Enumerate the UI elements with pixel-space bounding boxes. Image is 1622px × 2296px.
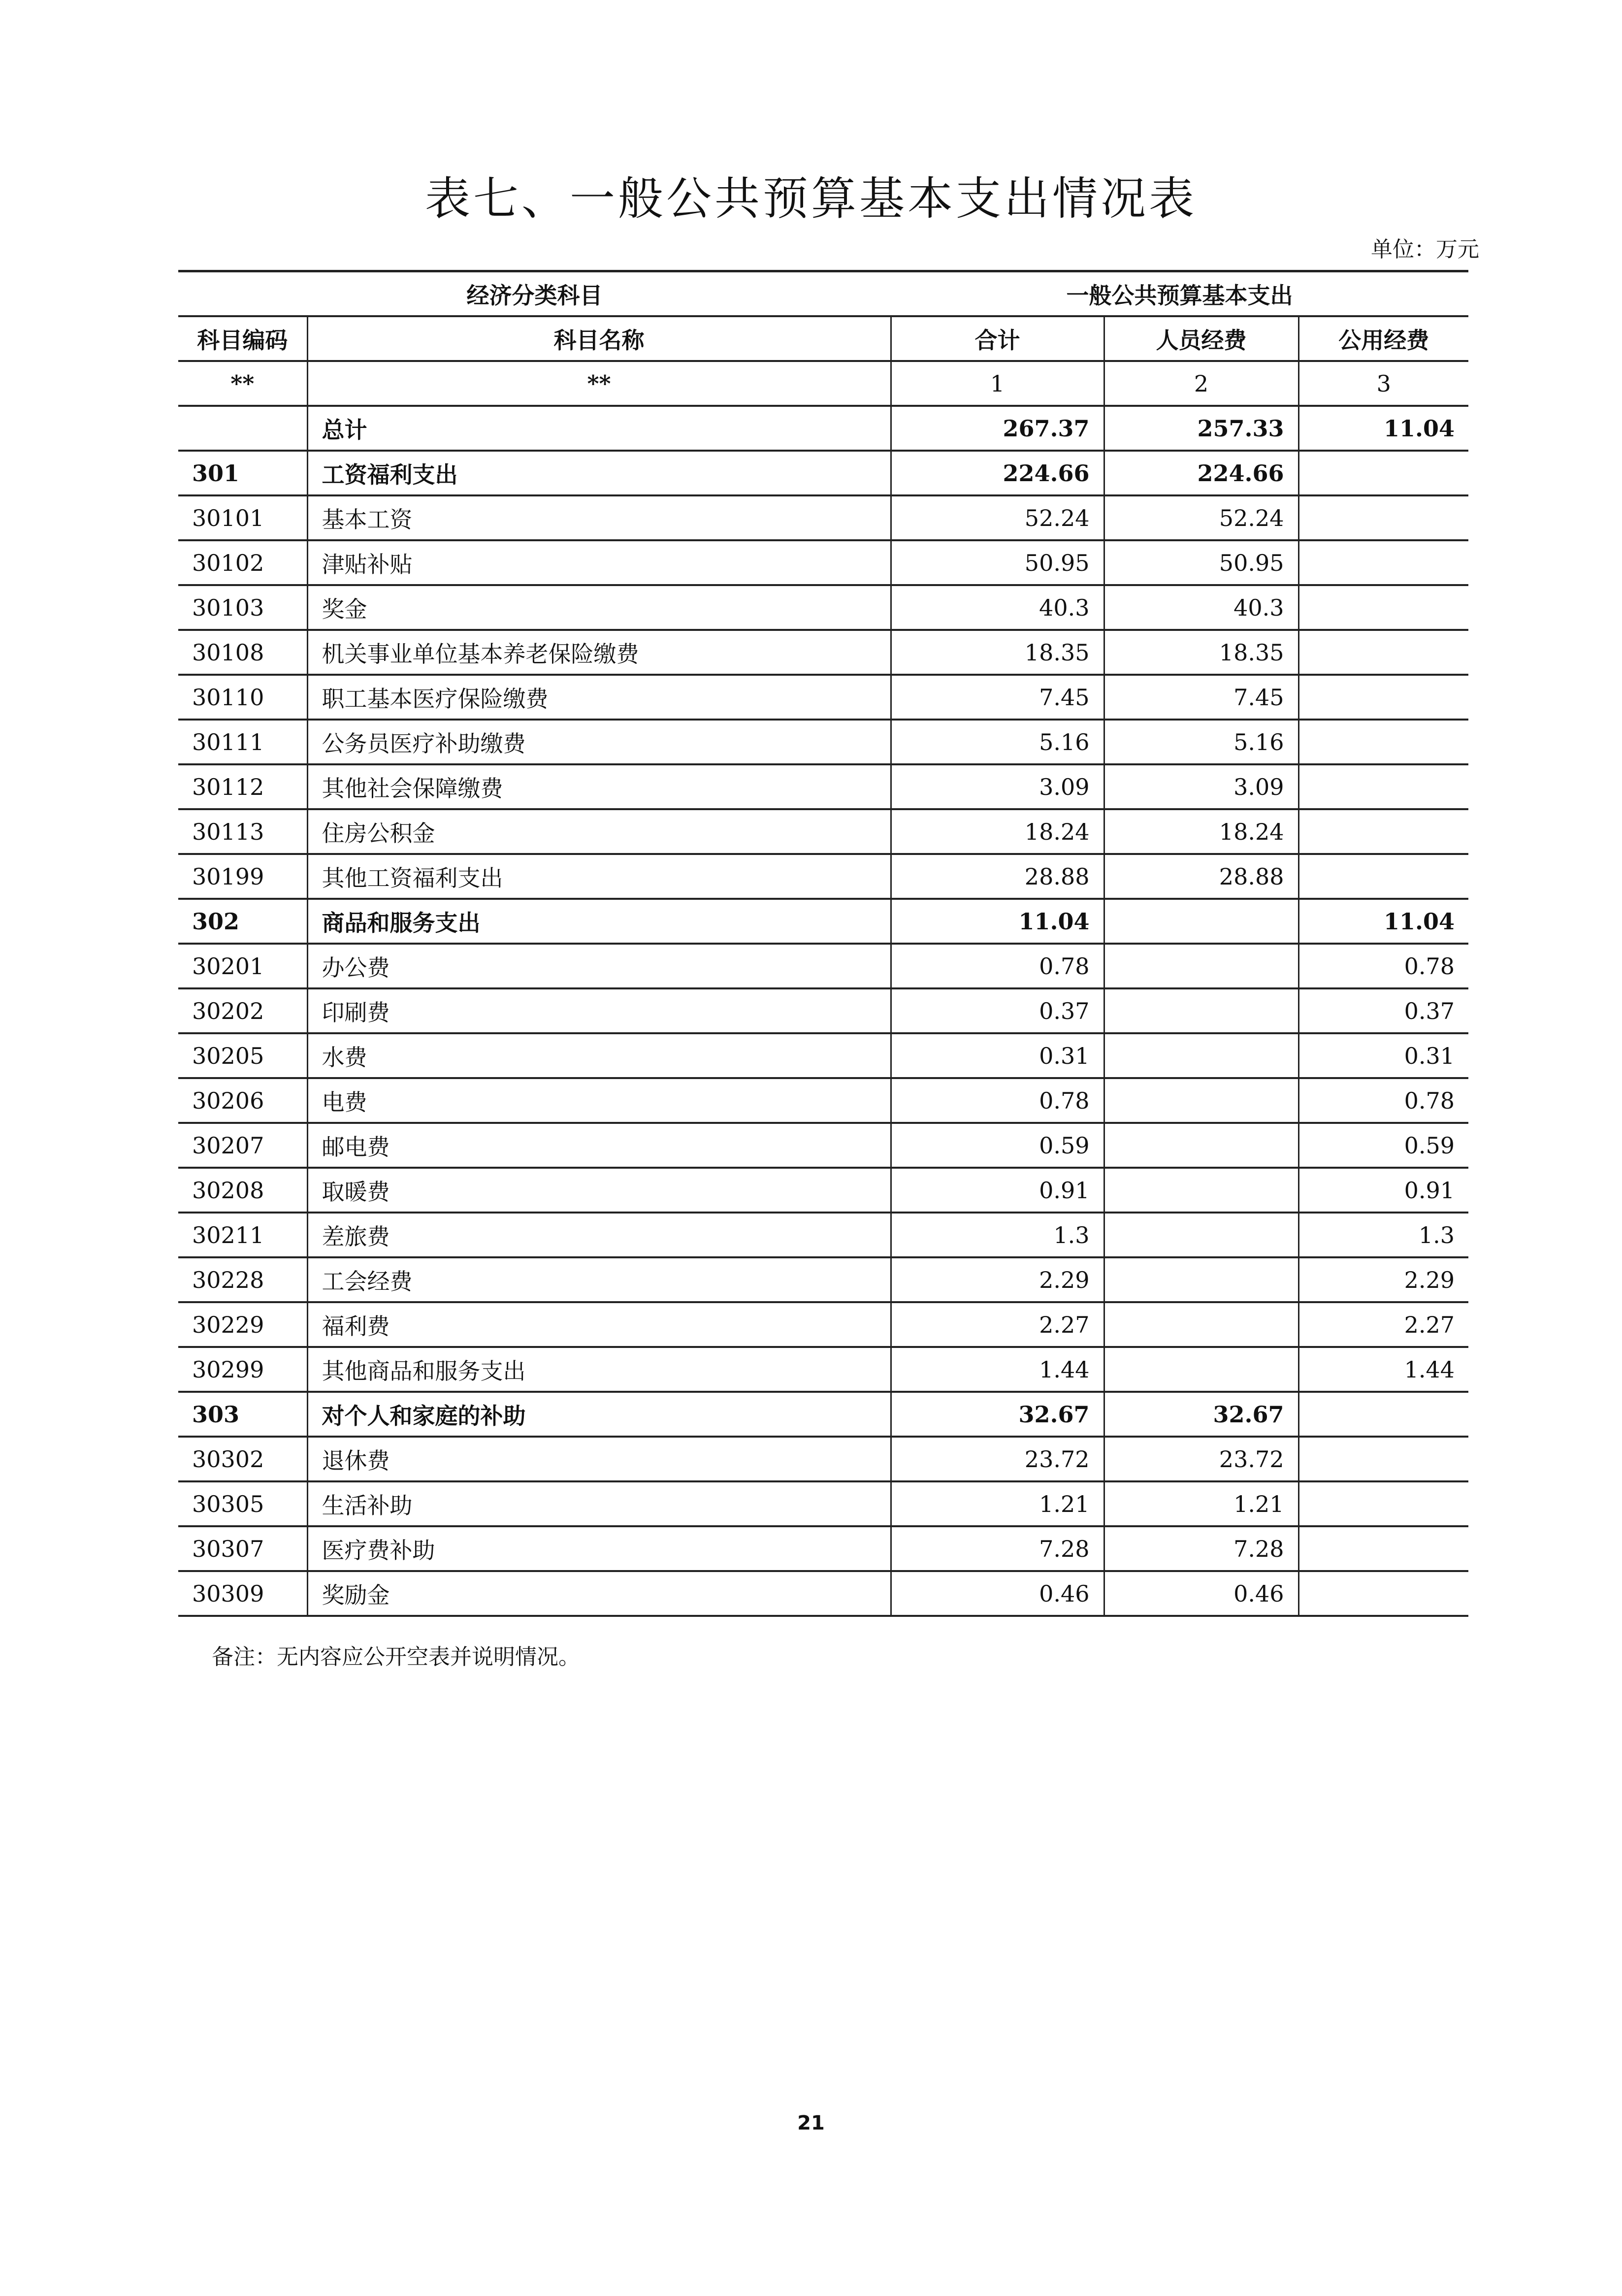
cell-public bbox=[1298, 675, 1468, 720]
cell-public bbox=[1298, 764, 1468, 809]
cell-public bbox=[1298, 1392, 1468, 1437]
cell-code: 30309 bbox=[178, 1571, 307, 1616]
index-public: 3 bbox=[1298, 361, 1468, 406]
cell-personnel: 257.33 bbox=[1104, 406, 1298, 451]
cell-total: 0.46 bbox=[891, 1571, 1104, 1616]
cell-name: 津贴补贴 bbox=[307, 540, 891, 585]
cell-public bbox=[1298, 1571, 1468, 1616]
cell-total: 224.66 bbox=[891, 451, 1104, 495]
table-row bbox=[178, 764, 1468, 809]
cell-personnel bbox=[1104, 1123, 1298, 1168]
cell-personnel: 7.45 bbox=[1104, 675, 1298, 720]
header-public: 公用经费 bbox=[1298, 316, 1468, 361]
cell-public: 1.44 bbox=[1298, 1347, 1468, 1392]
cell-total: 5.16 bbox=[891, 720, 1104, 764]
cell-personnel bbox=[1104, 988, 1298, 1033]
header-total: 合计 bbox=[891, 316, 1104, 361]
cell-personnel: 5.16 bbox=[1104, 720, 1298, 764]
cell-personnel: 18.24 bbox=[1104, 809, 1298, 854]
cell-personnel bbox=[1104, 1168, 1298, 1213]
index-personnel: 2 bbox=[1104, 361, 1298, 406]
cell-public bbox=[1298, 809, 1468, 854]
cell-total: 3.09 bbox=[891, 764, 1104, 809]
cell-name: 对个人和家庭的补助 bbox=[307, 1392, 891, 1437]
cell-name: 办公费 bbox=[307, 944, 891, 988]
cell-public bbox=[1298, 540, 1468, 585]
table-row bbox=[178, 1392, 1468, 1437]
table-row bbox=[178, 585, 1468, 630]
cell-total: 7.28 bbox=[891, 1526, 1104, 1571]
cell-code bbox=[178, 406, 307, 451]
cell-personnel bbox=[1104, 1302, 1298, 1347]
cell-code: 30305 bbox=[178, 1481, 307, 1526]
table-row bbox=[178, 1033, 1468, 1078]
table-row bbox=[178, 899, 1468, 944]
cell-public: 0.91 bbox=[1298, 1168, 1468, 1213]
cell-total: 0.59 bbox=[891, 1123, 1104, 1168]
cell-name: 其他商品和服务支出 bbox=[307, 1347, 891, 1392]
cell-name: 奖金 bbox=[307, 585, 891, 630]
cell-public: 1.3 bbox=[1298, 1213, 1468, 1257]
cell-public: 11.04 bbox=[1298, 406, 1468, 451]
table-row bbox=[178, 451, 1468, 495]
header-group-row bbox=[178, 271, 1468, 317]
cell-total: 2.27 bbox=[891, 1302, 1104, 1347]
cell-personnel: 50.95 bbox=[1104, 540, 1298, 585]
header-group-right: 一般公共预算基本支出 bbox=[891, 271, 1468, 317]
cell-code: 30102 bbox=[178, 540, 307, 585]
cell-name: 职工基本医疗保险缴费 bbox=[307, 675, 891, 720]
table-row bbox=[178, 675, 1468, 720]
cell-name: 其他社会保障缴费 bbox=[307, 764, 891, 809]
cell-public: 0.59 bbox=[1298, 1123, 1468, 1168]
cell-name: 商品和服务支出 bbox=[307, 899, 891, 944]
cell-code: 30112 bbox=[178, 764, 307, 809]
cell-name: 电费 bbox=[307, 1078, 891, 1123]
cell-total: 1.3 bbox=[891, 1213, 1104, 1257]
cell-public bbox=[1298, 451, 1468, 495]
header-group-left: 经济分类科目 bbox=[178, 271, 891, 317]
cell-name: 基本工资 bbox=[307, 495, 891, 540]
table-row bbox=[178, 1571, 1468, 1616]
cell-name: 公务员医疗补助缴费 bbox=[307, 720, 891, 764]
cell-code: 30207 bbox=[178, 1123, 307, 1168]
cell-name: 邮电费 bbox=[307, 1123, 891, 1168]
table-row bbox=[178, 1302, 1468, 1347]
cell-name: 工资福利支出 bbox=[307, 451, 891, 495]
cell-total: 0.91 bbox=[891, 1168, 1104, 1213]
cell-name: 退休费 bbox=[307, 1437, 891, 1481]
cell-personnel bbox=[1104, 1213, 1298, 1257]
cell-public: 2.27 bbox=[1298, 1302, 1468, 1347]
cell-personnel bbox=[1104, 1257, 1298, 1302]
cell-total: 40.3 bbox=[891, 585, 1104, 630]
cell-public: 0.78 bbox=[1298, 1078, 1468, 1123]
cell-name: 其他工资福利支出 bbox=[307, 854, 891, 899]
cell-code: 30201 bbox=[178, 944, 307, 988]
cell-personnel bbox=[1104, 1033, 1298, 1078]
header-code: 科目编码 bbox=[178, 316, 307, 361]
table-row bbox=[178, 1123, 1468, 1168]
page-number: 21 bbox=[797, 2112, 825, 2134]
table-body bbox=[178, 406, 1468, 1616]
cell-name: 医疗费补助 bbox=[307, 1526, 891, 1571]
cell-code: 301 bbox=[178, 451, 307, 495]
cell-personnel: 7.28 bbox=[1104, 1526, 1298, 1571]
cell-public: 0.37 bbox=[1298, 988, 1468, 1033]
cell-personnel: 40.3 bbox=[1104, 585, 1298, 630]
cell-code: 30111 bbox=[178, 720, 307, 764]
table-row bbox=[178, 854, 1468, 899]
header-name: 科目名称 bbox=[307, 316, 891, 361]
cell-code: 30299 bbox=[178, 1347, 307, 1392]
cell-personnel: 0.46 bbox=[1104, 1571, 1298, 1616]
cell-personnel bbox=[1104, 1347, 1298, 1392]
index-code: ** bbox=[178, 361, 307, 406]
budget-table-container bbox=[178, 270, 1468, 1617]
cell-code: 30202 bbox=[178, 988, 307, 1033]
cell-total: 0.31 bbox=[891, 1033, 1104, 1078]
cell-personnel: 18.35 bbox=[1104, 630, 1298, 675]
footnote: 备注：无内容应公开空表并说明情况。 bbox=[212, 1644, 580, 1670]
cell-public bbox=[1298, 495, 1468, 540]
table-row bbox=[178, 809, 1468, 854]
unit-label: 单位：万元 bbox=[1371, 237, 1479, 262]
cell-personnel: 23.72 bbox=[1104, 1437, 1298, 1481]
cell-personnel: 1.21 bbox=[1104, 1481, 1298, 1526]
cell-code: 302 bbox=[178, 899, 307, 944]
cell-code: 30211 bbox=[178, 1213, 307, 1257]
cell-code: 303 bbox=[178, 1392, 307, 1437]
index-total: 1 bbox=[891, 361, 1104, 406]
cell-public: 2.29 bbox=[1298, 1257, 1468, 1302]
cell-personnel: 28.88 bbox=[1104, 854, 1298, 899]
cell-personnel bbox=[1104, 1078, 1298, 1123]
page-title: 表七、一般公共预算基本支出情况表 bbox=[424, 172, 1197, 225]
cell-code: 30103 bbox=[178, 585, 307, 630]
index-name: ** bbox=[307, 361, 891, 406]
table-row bbox=[178, 720, 1468, 764]
table-row bbox=[178, 630, 1468, 675]
cell-total: 1.44 bbox=[891, 1347, 1104, 1392]
cell-code: 30199 bbox=[178, 854, 307, 899]
cell-total: 267.37 bbox=[891, 406, 1104, 451]
table-row bbox=[178, 1437, 1468, 1481]
cell-code: 30307 bbox=[178, 1526, 307, 1571]
table-row bbox=[178, 406, 1468, 451]
table-row bbox=[178, 1347, 1468, 1392]
cell-total: 52.24 bbox=[891, 495, 1104, 540]
cell-total: 11.04 bbox=[891, 899, 1104, 944]
table-row bbox=[178, 1213, 1468, 1257]
header-column-row bbox=[178, 316, 1468, 361]
cell-total: 50.95 bbox=[891, 540, 1104, 585]
cell-total: 7.45 bbox=[891, 675, 1104, 720]
budget-table bbox=[178, 270, 1468, 1617]
cell-public bbox=[1298, 1437, 1468, 1481]
cell-public bbox=[1298, 1526, 1468, 1571]
cell-code: 30110 bbox=[178, 675, 307, 720]
table-row bbox=[178, 1481, 1468, 1526]
cell-code: 30101 bbox=[178, 495, 307, 540]
cell-personnel: 32.67 bbox=[1104, 1392, 1298, 1437]
cell-personnel bbox=[1104, 944, 1298, 988]
cell-public bbox=[1298, 854, 1468, 899]
cell-code: 30206 bbox=[178, 1078, 307, 1123]
cell-code: 30228 bbox=[178, 1257, 307, 1302]
cell-public bbox=[1298, 1481, 1468, 1526]
cell-code: 30229 bbox=[178, 1302, 307, 1347]
cell-total: 0.37 bbox=[891, 988, 1104, 1033]
table-row bbox=[178, 540, 1468, 585]
table-row bbox=[178, 944, 1468, 988]
cell-code: 30208 bbox=[178, 1168, 307, 1213]
cell-code: 30113 bbox=[178, 809, 307, 854]
cell-public bbox=[1298, 585, 1468, 630]
cell-code: 30302 bbox=[178, 1437, 307, 1481]
table-row bbox=[178, 1526, 1468, 1571]
cell-public bbox=[1298, 720, 1468, 764]
cell-name: 生活补助 bbox=[307, 1481, 891, 1526]
cell-name: 机关事业单位基本养老保险缴费 bbox=[307, 630, 891, 675]
cell-personnel: 52.24 bbox=[1104, 495, 1298, 540]
cell-name: 取暖费 bbox=[307, 1168, 891, 1213]
table-row bbox=[178, 495, 1468, 540]
cell-code: 30205 bbox=[178, 1033, 307, 1078]
cell-name: 住房公积金 bbox=[307, 809, 891, 854]
cell-public: 0.78 bbox=[1298, 944, 1468, 988]
cell-total: 28.88 bbox=[891, 854, 1104, 899]
cell-total: 23.72 bbox=[891, 1437, 1104, 1481]
table-row bbox=[178, 988, 1468, 1033]
table-row bbox=[178, 1078, 1468, 1123]
cell-total: 18.24 bbox=[891, 809, 1104, 854]
cell-name: 奖励金 bbox=[307, 1571, 891, 1616]
cell-name: 印刷费 bbox=[307, 988, 891, 1033]
header-personnel: 人员经费 bbox=[1104, 316, 1298, 361]
cell-personnel bbox=[1104, 899, 1298, 944]
cell-personnel: 224.66 bbox=[1104, 451, 1298, 495]
table-row bbox=[178, 1168, 1468, 1213]
cell-personnel: 3.09 bbox=[1104, 764, 1298, 809]
cell-name: 总计 bbox=[307, 406, 891, 451]
cell-total: 0.78 bbox=[891, 1078, 1104, 1123]
cell-public: 0.31 bbox=[1298, 1033, 1468, 1078]
header-index-row bbox=[178, 361, 1468, 406]
cell-name: 水费 bbox=[307, 1033, 891, 1078]
cell-name: 差旅费 bbox=[307, 1213, 891, 1257]
table-row bbox=[178, 1257, 1468, 1302]
cell-total: 1.21 bbox=[891, 1481, 1104, 1526]
cell-total: 2.29 bbox=[891, 1257, 1104, 1302]
cell-name: 工会经费 bbox=[307, 1257, 891, 1302]
cell-public bbox=[1298, 630, 1468, 675]
cell-name: 福利费 bbox=[307, 1302, 891, 1347]
cell-total: 0.78 bbox=[891, 944, 1104, 988]
cell-public: 11.04 bbox=[1298, 899, 1468, 944]
cell-total: 18.35 bbox=[891, 630, 1104, 675]
cell-code: 30108 bbox=[178, 630, 307, 675]
cell-total: 32.67 bbox=[891, 1392, 1104, 1437]
